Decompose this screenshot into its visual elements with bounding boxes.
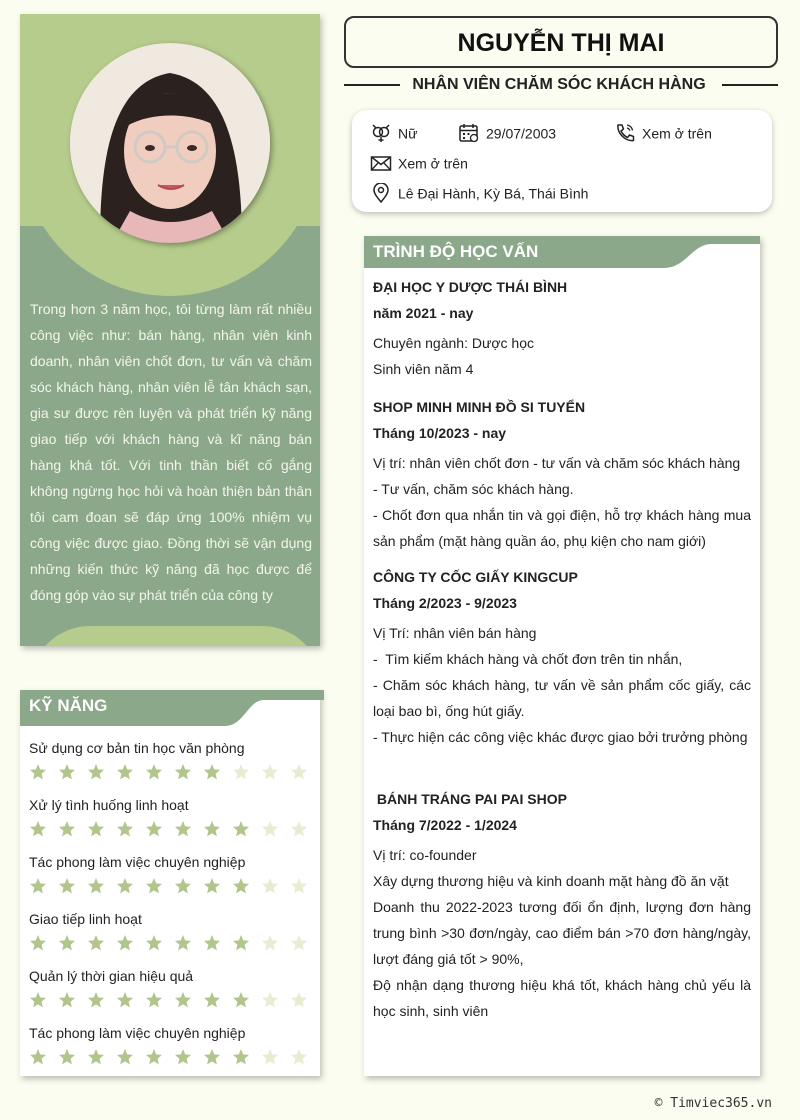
- star-filled-icon: [116, 934, 134, 952]
- skill-rating: [29, 1048, 319, 1066]
- star-filled-icon: [58, 934, 76, 952]
- star-filled-icon: [145, 877, 163, 895]
- entry-detail-line: Vị trí: co-founder: [373, 847, 477, 863]
- entry-organization: BÁNH TRÁNG PAI PAI SHOP: [373, 791, 567, 807]
- skills-heading-tab: [20, 690, 324, 722]
- education-entry: [373, 274, 751, 382]
- star-empty-icon: [290, 991, 308, 1009]
- contact-card: [352, 110, 772, 212]
- skill-rating: [29, 763, 319, 781]
- skill-name: Tác phong làm việc chuyên nghiệp: [29, 1025, 246, 1041]
- star-filled-icon: [203, 934, 221, 952]
- star-filled-icon: [116, 991, 134, 1009]
- star-filled-icon: [58, 763, 76, 781]
- star-filled-icon: [29, 877, 47, 895]
- star-filled-icon: [87, 1048, 105, 1066]
- entry-detail-line: Độ nhận dạng thương hiệu khá tốt, khách hàng chủ yếu là học sinh, sinh viên: [373, 977, 755, 1019]
- star-filled-icon: [58, 820, 76, 838]
- skill-rating: [29, 820, 319, 838]
- star-filled-icon: [29, 763, 47, 781]
- entry-period: năm 2021 - nay: [373, 305, 474, 321]
- star-empty-icon: [290, 934, 308, 952]
- star-filled-icon: [145, 1048, 163, 1066]
- education-entry: [373, 564, 755, 750]
- entry-detail-line: Xây dựng thương hiệu và kinh doanh mặt hàng đồ ăn vặt: [373, 873, 729, 889]
- star-filled-icon: [203, 820, 221, 838]
- mail-icon: [370, 153, 392, 173]
- star-empty-icon: [261, 991, 279, 1009]
- star-empty-icon: [261, 763, 279, 781]
- star-filled-icon: [87, 820, 105, 838]
- skill-rating: [29, 991, 319, 1009]
- star-filled-icon: [203, 877, 221, 895]
- star-empty-icon: [290, 1048, 308, 1066]
- star-filled-icon: [87, 934, 105, 952]
- entry-detail-line: - Thực hiện các công việc khác được giao bởi trưởng phòng: [373, 729, 748, 745]
- star-filled-icon: [58, 877, 76, 895]
- gender-icon: [370, 123, 392, 143]
- skills-heading: KỸ NĂNG: [29, 696, 108, 715]
- star-filled-icon: [174, 877, 192, 895]
- star-filled-icon: [203, 1048, 221, 1066]
- star-filled-icon: [58, 1048, 76, 1066]
- contact-birthday: 29/07/2003: [458, 122, 556, 143]
- profile-card: [20, 14, 320, 646]
- star-filled-icon: [29, 934, 47, 952]
- entry-organization: ĐẠI HỌC Y DƯỢC THÁI BÌNH: [373, 279, 568, 295]
- star-filled-icon: [174, 991, 192, 1009]
- skill-name: Sử dụng cơ bản tin học văn phòng: [29, 740, 245, 756]
- star-filled-icon: [116, 763, 134, 781]
- entry-period: Tháng 10/2023 - nay: [373, 425, 507, 441]
- star-filled-icon: [145, 934, 163, 952]
- star-filled-icon: [116, 1048, 134, 1066]
- star-filled-icon: [58, 991, 76, 1009]
- job-title: NHÂN VIÊN CHĂM SÓC KHÁCH HÀNG: [412, 76, 706, 93]
- star-empty-icon: [261, 1048, 279, 1066]
- contact-address: Lê Đại Hành, Kỳ Bá, Thái Bình: [370, 182, 588, 203]
- profile-bottom-arc: [30, 626, 320, 646]
- location-pin-icon: [370, 183, 392, 203]
- skill-item: [29, 854, 319, 895]
- star-filled-icon: [203, 763, 221, 781]
- profile-bio: Trong hơn 3 năm học, tôi từng làm rất nhiều công việc như: bán hàng, nhân viên kinh doanh, nhân viên chốt đơn, tư vấn và chăm sóc khách hàng, nhân viên lễ tân khách sạn, gia sư được rèn luyện và phát triển kỹ năng giao tiếp với khách hàng và kĩ năng bán hàng khá tốt. Với tinh thần biết cố gắng không ngừng học hỏi và hoàn thiện bản thân tôi cam đoan sẽ đáp ứng 100% nhiệm vụ công việc được giao. Đồng thời sẽ vận dụng những kiến thức kỹ năng đã học được để đóng góp vào sự phát triển của công ty: [30, 301, 312, 603]
- star-filled-icon: [174, 934, 192, 952]
- skill-item: [29, 740, 319, 781]
- star-filled-icon: [116, 877, 134, 895]
- star-filled-icon: [145, 820, 163, 838]
- star-filled-icon: [174, 763, 192, 781]
- contact-gender: Nữ: [370, 122, 417, 143]
- star-filled-icon: [29, 1048, 47, 1066]
- skill-item: [29, 968, 319, 1009]
- skill-rating: [29, 877, 319, 895]
- education-entry: [373, 786, 755, 1024]
- star-filled-icon: [232, 877, 250, 895]
- entry-detail-line: Vị Trí: nhân viên bán hàng: [373, 625, 537, 641]
- star-filled-icon: [232, 991, 250, 1009]
- star-filled-icon: [29, 820, 47, 838]
- skill-name: Quản lý thời gian hiệu quả: [29, 968, 194, 984]
- entry-organization: SHOP MINH MINH ĐỒ SI TUYỂN: [373, 399, 586, 415]
- education-card: [364, 236, 760, 1076]
- title-divider-right: [722, 84, 778, 86]
- entry-period: Tháng 7/2022 - 1/2024: [373, 817, 517, 833]
- star-filled-icon: [232, 934, 250, 952]
- star-filled-icon: [87, 763, 105, 781]
- entry-detail-line: - Chăm sóc khách hàng, tư vấn về sản phẩm cốc giấy, các loại bao bì, ống hút giấy.: [373, 677, 755, 719]
- entry-detail-line: Sinh viên năm 4: [373, 361, 474, 377]
- skill-name: Giao tiếp linh hoạt: [29, 911, 142, 927]
- education-heading: TRÌNH ĐỘ HỌC VẤN: [373, 242, 539, 261]
- education-heading-tab: [364, 236, 760, 268]
- star-empty-icon: [290, 877, 308, 895]
- entry-detail-line: - Tư vấn, chăm sóc khách hàng.: [373, 481, 574, 497]
- star-filled-icon: [232, 820, 250, 838]
- entry-detail-line: Doanh thu 2022-2023 tương đối ổn định, lượng đơn hàng trung bình >30 đơn/ngày, cao điểm bán >70 đơn hàng/ngày, lượt đáng giá tốt > 90%,: [373, 899, 755, 967]
- star-filled-icon: [116, 820, 134, 838]
- footer-credit: © Timviec365.vn: [654, 1096, 772, 1111]
- star-empty-icon: [261, 934, 279, 952]
- skill-name: Tác phong làm việc chuyên nghiệp: [29, 854, 246, 870]
- education-entry: [373, 394, 755, 554]
- entry-period: Tháng 2/2023 - 9/2023: [373, 595, 517, 611]
- contact-email: Xem ở trên: [370, 152, 468, 173]
- star-empty-icon: [261, 820, 279, 838]
- star-filled-icon: [87, 877, 105, 895]
- star-filled-icon: [29, 991, 47, 1009]
- entry-detail-line: - Tìm kiếm khách hàng và chốt đơn trên tin nhắn,: [373, 651, 683, 667]
- contact-phone: Xem ở trên: [614, 122, 712, 143]
- star-filled-icon: [145, 991, 163, 1009]
- star-filled-icon: [174, 1048, 192, 1066]
- skill-item: [29, 797, 319, 838]
- star-filled-icon: [203, 991, 221, 1009]
- star-filled-icon: [174, 820, 192, 838]
- entry-detail-line: - Chốt đơn qua nhắn tin và gọi điện, hỗ trợ khách hàng mua sản phẩm (mặt hàng quần áo, phụ kiện cho nam giới): [373, 507, 755, 549]
- skill-name: Xử lý tình huống linh hoạt: [29, 797, 189, 813]
- star-filled-icon: [87, 991, 105, 1009]
- star-empty-icon: [232, 763, 250, 781]
- candidate-name: NGUYỄN THỊ MAI: [344, 16, 778, 68]
- star-empty-icon: [261, 877, 279, 895]
- skill-item: [29, 911, 319, 952]
- entry-detail-line: Chuyên ngành: Dược học: [373, 335, 534, 351]
- title-divider-left: [344, 84, 400, 86]
- star-filled-icon: [145, 763, 163, 781]
- skill-rating: [29, 934, 319, 952]
- entry-organization: CÔNG TY CỐC GIẤY KINGCUP: [373, 569, 578, 585]
- skill-item: [29, 1025, 319, 1066]
- calendar-icon: [458, 123, 480, 143]
- avatar: [70, 43, 270, 243]
- star-empty-icon: [290, 763, 308, 781]
- skills-card: [20, 690, 320, 1076]
- star-empty-icon: [290, 820, 308, 838]
- star-filled-icon: [232, 1048, 250, 1066]
- phone-icon: [614, 123, 636, 143]
- entry-detail-line: Vị trí: nhân viên chốt đơn - tư vấn và chăm sóc khách hàng: [373, 455, 741, 471]
